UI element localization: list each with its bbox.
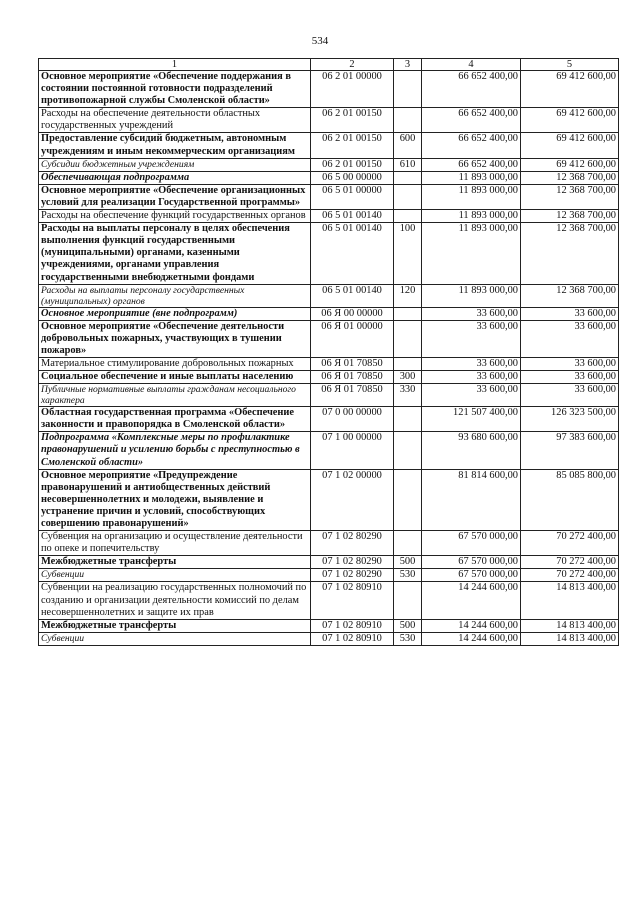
row-code-cell: 06 2 01 00000: [311, 71, 394, 108]
row-value-1-cell: 11 893 000,00: [422, 210, 521, 223]
row-code-cell: 07 1 02 80910: [311, 632, 394, 645]
header-cell-1: 1: [39, 59, 311, 71]
table-row: [39, 531, 619, 556]
row-name-cell: Основное мероприятие «Обеспечение организационных условий для реализации Государственной программы»: [39, 184, 311, 209]
row-value-2-cell: 33 600,00: [521, 320, 619, 357]
table-row: [39, 71, 619, 108]
row-value-1-cell: 66 652 400,00: [422, 71, 521, 108]
header-cell-2: 2: [311, 59, 394, 71]
row-type-cell: [394, 320, 422, 357]
row-value-2-cell: 70 272 400,00: [521, 569, 619, 582]
header-cell-3: 3: [394, 59, 422, 71]
row-code-cell: 06 2 01 00150: [311, 133, 394, 158]
row-value-1-cell: 11 893 000,00: [422, 223, 521, 284]
row-code-cell: 06 2 01 00150: [311, 158, 394, 171]
row-value-1-cell: 11 893 000,00: [422, 184, 521, 209]
row-name-cell: Субвенции: [39, 569, 311, 582]
row-type-cell: 500: [394, 556, 422, 569]
row-type-cell: 500: [394, 619, 422, 632]
row-name-cell: Подпрограмма «Комплексные меры по профилактике правонарушений и усилению борьбы с преступностью в Смоленской области»: [39, 432, 311, 469]
budget-table: [38, 58, 619, 646]
row-value-1-cell: 67 570 000,00: [422, 531, 521, 556]
row-type-cell: [394, 210, 422, 223]
row-type-cell: 300: [394, 371, 422, 384]
row-value-1-cell: 33 600,00: [422, 371, 521, 384]
row-type-cell: 100: [394, 223, 422, 284]
header-cell-4: 4: [422, 59, 521, 71]
row-name-cell: Публичные нормативные выплаты гражданам несоциального характера: [39, 384, 311, 407]
row-code-cell: 07 1 02 80910: [311, 619, 394, 632]
row-value-1-cell: 66 652 400,00: [422, 133, 521, 158]
table-row: [39, 556, 619, 569]
row-value-1-cell: 14 244 600,00: [422, 632, 521, 645]
row-name-cell: Материальное стимулирование добровольных пожарных: [39, 357, 311, 370]
row-name-cell: Субвенции на реализацию государственных полномочий по созданию и организации деятельности комиссий по делам несовершеннолетних и защите их прав: [39, 582, 311, 619]
row-value-2-cell: 14 813 400,00: [521, 619, 619, 632]
row-code-cell: 06 Я 00 00000: [311, 307, 394, 320]
row-code-cell: 06 5 01 00140: [311, 284, 394, 307]
row-value-2-cell: 70 272 400,00: [521, 556, 619, 569]
table-row: [39, 619, 619, 632]
row-name-cell: Основное мероприятие «Обеспечение деятельности добровольных пожарных, участвующих в тушении пожаров»: [39, 320, 311, 357]
row-value-1-cell: 67 570 000,00: [422, 569, 521, 582]
row-value-2-cell: 33 600,00: [521, 371, 619, 384]
row-code-cell: 06 5 01 00000: [311, 184, 394, 209]
row-type-cell: [394, 432, 422, 469]
row-type-cell: [394, 108, 422, 133]
row-code-cell: 06 Я 01 70850: [311, 357, 394, 370]
row-type-cell: 530: [394, 569, 422, 582]
row-name-cell: Обеспечивающая подпрограмма: [39, 171, 311, 184]
row-value-1-cell: 121 507 400,00: [422, 407, 521, 432]
row-name-cell: Субсидии бюджетным учреждениям: [39, 158, 311, 171]
row-code-cell: 07 1 02 80290: [311, 569, 394, 582]
table-row: [39, 210, 619, 223]
row-code-cell: 06 5 01 00140: [311, 210, 394, 223]
row-name-cell: Расходы на обеспечение деятельности областных государственных учреждений: [39, 108, 311, 133]
row-value-1-cell: 67 570 000,00: [422, 556, 521, 569]
table-row: [39, 320, 619, 357]
row-value-2-cell: 33 600,00: [521, 307, 619, 320]
row-name-cell: Субвенция на организацию и осуществление деятельности по опеке и попечительству: [39, 531, 311, 556]
row-value-1-cell: 11 893 000,00: [422, 171, 521, 184]
row-type-cell: [394, 171, 422, 184]
row-type-cell: [394, 71, 422, 108]
row-type-cell: 610: [394, 158, 422, 171]
row-value-1-cell: 14 244 600,00: [422, 619, 521, 632]
row-value-2-cell: 97 383 600,00: [521, 432, 619, 469]
row-name-cell: Межбюджетные трансферты: [39, 556, 311, 569]
row-code-cell: 07 1 02 00000: [311, 469, 394, 530]
row-value-2-cell: 69 412 600,00: [521, 71, 619, 108]
table-row: [39, 158, 619, 171]
row-name-cell: Областная государственная программа «Обеспечение законности и правопорядка в Смоленской области»: [39, 407, 311, 432]
row-value-2-cell: 69 412 600,00: [521, 108, 619, 133]
table-row: [39, 432, 619, 469]
row-value-2-cell: 12 368 700,00: [521, 284, 619, 307]
row-type-cell: [394, 469, 422, 530]
row-code-cell: 06 Я 01 70850: [311, 384, 394, 407]
row-type-cell: [394, 184, 422, 209]
table-row: [39, 223, 619, 284]
row-code-cell: 06 2 01 00150: [311, 108, 394, 133]
row-code-cell: 06 5 00 00000: [311, 171, 394, 184]
row-code-cell: 06 5 01 00140: [311, 223, 394, 284]
table-row: [39, 171, 619, 184]
row-value-1-cell: 11 893 000,00: [422, 284, 521, 307]
row-value-1-cell: 33 600,00: [422, 307, 521, 320]
table-row: [39, 384, 619, 407]
row-value-2-cell: 14 813 400,00: [521, 582, 619, 619]
row-name-cell: Основное мероприятие «Предупреждение правонарушений и антиобщественных действий несовершеннолетних и молодежи, выявление и устранение причин и условий, способствующих совершению правонарушений»: [39, 469, 311, 530]
row-value-1-cell: 33 600,00: [422, 357, 521, 370]
row-value-2-cell: 69 412 600,00: [521, 133, 619, 158]
table-row: [39, 108, 619, 133]
row-value-1-cell: 81 814 600,00: [422, 469, 521, 530]
table-row: [39, 284, 619, 307]
row-code-cell: 07 1 02 80290: [311, 556, 394, 569]
row-value-1-cell: 66 652 400,00: [422, 108, 521, 133]
row-name-cell: Расходы на обеспечение функций государственных органов: [39, 210, 311, 223]
row-type-cell: [394, 407, 422, 432]
row-value-2-cell: 33 600,00: [521, 357, 619, 370]
row-value-2-cell: 126 323 500,00: [521, 407, 619, 432]
table-row: [39, 357, 619, 370]
row-code-cell: 06 Я 01 70850: [311, 371, 394, 384]
table-row: [39, 371, 619, 384]
row-name-cell: Межбюджетные трансферты: [39, 619, 311, 632]
row-value-1-cell: 33 600,00: [422, 320, 521, 357]
row-type-cell: 330: [394, 384, 422, 407]
row-value-2-cell: 12 368 700,00: [521, 184, 619, 209]
row-value-1-cell: 93 680 600,00: [422, 432, 521, 469]
row-value-2-cell: 70 272 400,00: [521, 531, 619, 556]
row-value-2-cell: 12 368 700,00: [521, 210, 619, 223]
row-value-2-cell: 14 813 400,00: [521, 632, 619, 645]
row-value-2-cell: 85 085 800,00: [521, 469, 619, 530]
row-name-cell: Предоставление субсидий бюджетным, автономным учреждениям и иным некоммерческим организациям: [39, 133, 311, 158]
row-code-cell: 07 1 02 80910: [311, 582, 394, 619]
row-type-cell: 530: [394, 632, 422, 645]
row-name-cell: Расходы на выплаты персоналу в целях обеспечения выполнения функций государственными (муниципальными) органами, казенными учреждениями, органами управления государственными внебюджетными фондами: [39, 223, 311, 284]
table-row: [39, 469, 619, 530]
row-code-cell: 07 1 02 80290: [311, 531, 394, 556]
row-value-2-cell: 69 412 600,00: [521, 158, 619, 171]
row-value-2-cell: 33 600,00: [521, 384, 619, 407]
row-name-cell: Социальное обеспечение и иные выплаты населению: [39, 371, 311, 384]
row-type-cell: [394, 531, 422, 556]
table-header-row: [39, 59, 619, 71]
row-name-cell: Субвенции: [39, 632, 311, 645]
table-row: [39, 407, 619, 432]
table-row: [39, 582, 619, 619]
row-type-cell: [394, 357, 422, 370]
page-number: 534: [311, 35, 329, 47]
table-row: [39, 632, 619, 645]
row-code-cell: 07 1 00 00000: [311, 432, 394, 469]
row-name-cell: Расходы на выплаты персоналу государственных (муниципальных) органов: [39, 284, 311, 307]
row-code-cell: 07 0 00 00000: [311, 407, 394, 432]
row-name-cell: Основное мероприятие (вне подпрограмм): [39, 307, 311, 320]
table-row: [39, 569, 619, 582]
table-row: [39, 133, 619, 158]
header-cell-5: 5: [521, 59, 619, 71]
row-value-1-cell: 66 652 400,00: [422, 158, 521, 171]
row-value-1-cell: 14 244 600,00: [422, 582, 521, 619]
row-type-cell: 600: [394, 133, 422, 158]
row-type-cell: 120: [394, 284, 422, 307]
row-type-cell: [394, 582, 422, 619]
row-value-1-cell: 33 600,00: [422, 384, 521, 407]
row-type-cell: [394, 307, 422, 320]
row-value-2-cell: 12 368 700,00: [521, 223, 619, 284]
table-row: [39, 184, 619, 209]
row-code-cell: 06 Я 01 00000: [311, 320, 394, 357]
row-value-2-cell: 12 368 700,00: [521, 171, 619, 184]
row-name-cell: Основное мероприятие «Обеспечение поддержания в состоянии постоянной готовности подразделений противопожарной службы Смоленской области»: [39, 71, 311, 108]
table-row: [39, 307, 619, 320]
